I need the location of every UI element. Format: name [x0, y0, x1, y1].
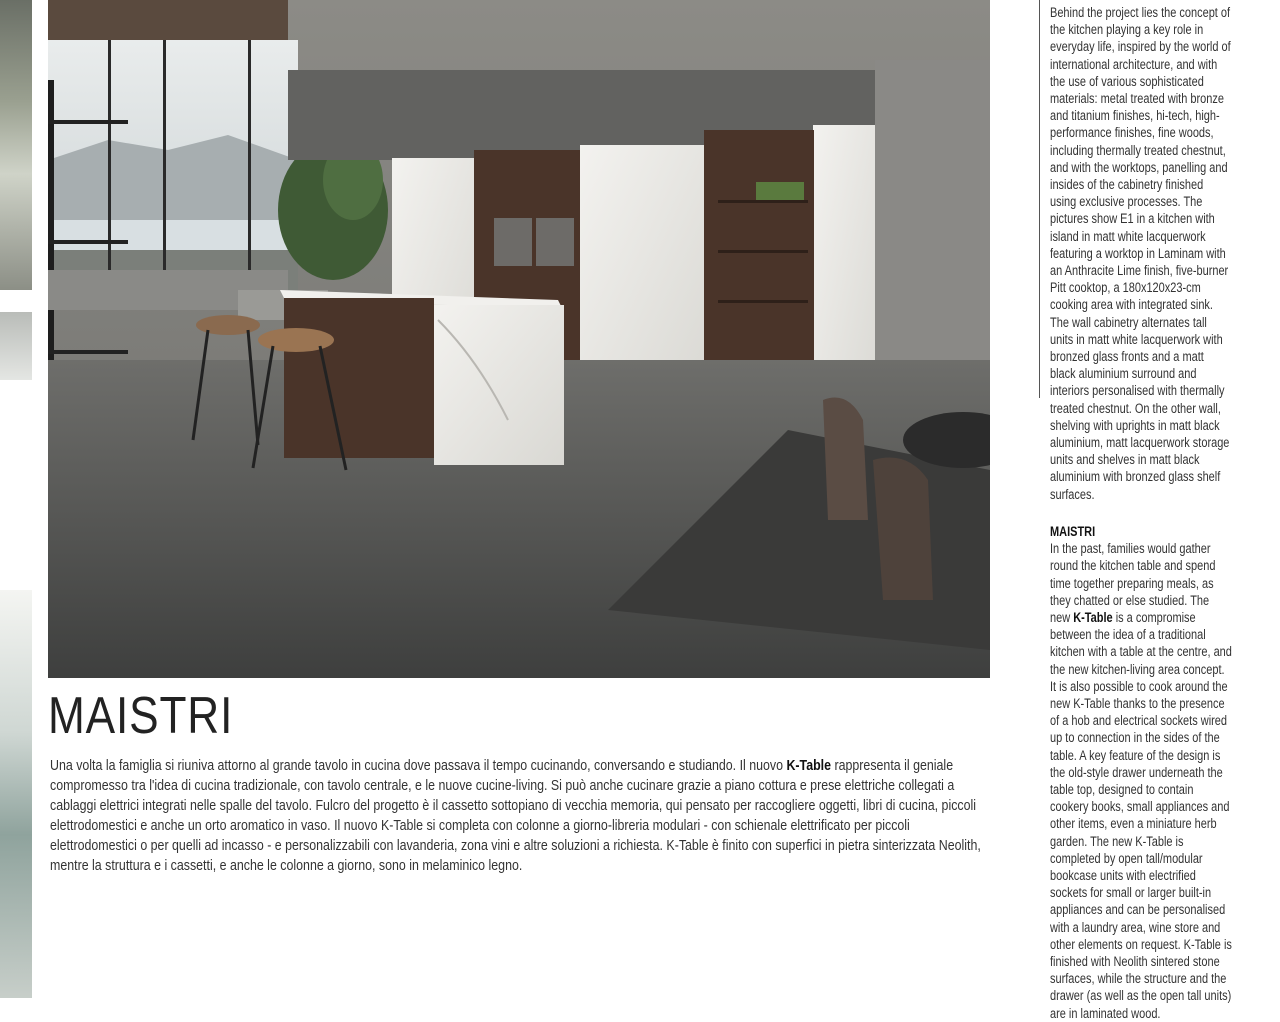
adjacent-page-thumbnail-bottom: [0, 590, 32, 998]
adjacent-page-thumbnail-middle: [0, 312, 32, 380]
english-body-text: [1050, 540, 1232, 1022]
english-text-part-1: In the past, families would gather round the kitchen table and spend time together preparing meals, as they chatted or else studied. The new: [1050, 541, 1216, 625]
english-text-part-2: is a compromise between the idea of a traditional kitchen with a table at the centre, and the new kitchen-living area concept. It is also possible to cook around the new K-Table thanks to the presence of a hob and electrical sockets wired up to connection in the sides of the table. A key feature of the design is the old-style drawer underneath the table top, designed to contain cookery books, small appliances and other items, even a miniature herb garden. The new K-Table is completed by open tall/modular bookcase units with electrified sockets for small or larger built-in appliances and can be personalised with a laundry area, wine store and other elements on request. K-Table is finished with Neolith sintered stone surfaces, while the structure and the drawer (as well as the open tall units) are in laminated wood.: [1050, 609, 1232, 1021]
english-section-heading: MAISTRI: [1050, 523, 1096, 539]
italian-body-text: [50, 756, 985, 876]
english-brand-name: K-Table: [1073, 609, 1113, 625]
italian-text-part-2: rappresenta il geniale compromesso tra l'idea di cucina tradizionale, con tavolo centrale, e le nuove cucine-living. Si può anche cucinare grazie a piano cottura e prese elettriche collegati a cablaggi elettrici integrati nelle spalle del tavolo. Fulcro del progetto è il cassetto sottopiano di vecchia memoria, qui pensato per raccogliere oggetti, libri di cucina, piccoli elettrodomestici e anche un orto aromatico in vaso. Il nuovo K-Table si completa con colonne a giorno-libreria modulari - con schienale elettrificato per piccoli elettrodomestici o per quelli ad incasso - e personalizzabili con lavanderia, zona vini e altre soluzioni a richiesta. K-Table è finito con superfici in pietra sinterizzata Neolith, mentre la struttura e i cassetti, e anche le colonne a giorno, sono in melaminico legno.: [50, 758, 981, 874]
english-intro-text: Behind the project lies the concept of the kitchen playing a key role in everyday life, inspired by the world of international architecture, and with the use of various sophisticated materials: metal treated with bronze and titanium finishes, hi-tech, high-performance finishes, fine woods, including thermally treated chestnut, and with the worktops, panelling and insides of the cabinetry finished using exclusive processes. The pictures show E1 in a kitchen with island in matt white lacquerwork featuring a worktop in Laminam with an Anthracite Lime finish, five-burner Pitt cooktop, a 180x120x23-cm cooking area with integrated sink. The wall cabinetry alternates tall units in matt white lacquerwork with bronzed glass fronts and a matt black aluminium surround and interiors personalised with thermally treated chestnut. On the other wall, shelving with uprights in matt black aluminium, matt lacquerwork storage units and shelves in matt black aluminium with bronzed glass shelf surfaces.: [1050, 5, 1231, 502]
section-title-italian: MAISTRI: [48, 687, 234, 745]
kitchen-photo: [48, 0, 990, 678]
italian-brand-name: K-Table: [786, 758, 832, 774]
column-divider: [1039, 0, 1040, 398]
english-column: [1050, 4, 1232, 1022]
italian-text-part-1: Una volta la famiglia si riuniva attorno al grande tavolo in cucina dove passava il tempo cucinando, conversando e studiando. Il nuovo: [50, 758, 787, 774]
adjacent-page-thumbnail-top: [0, 0, 32, 290]
